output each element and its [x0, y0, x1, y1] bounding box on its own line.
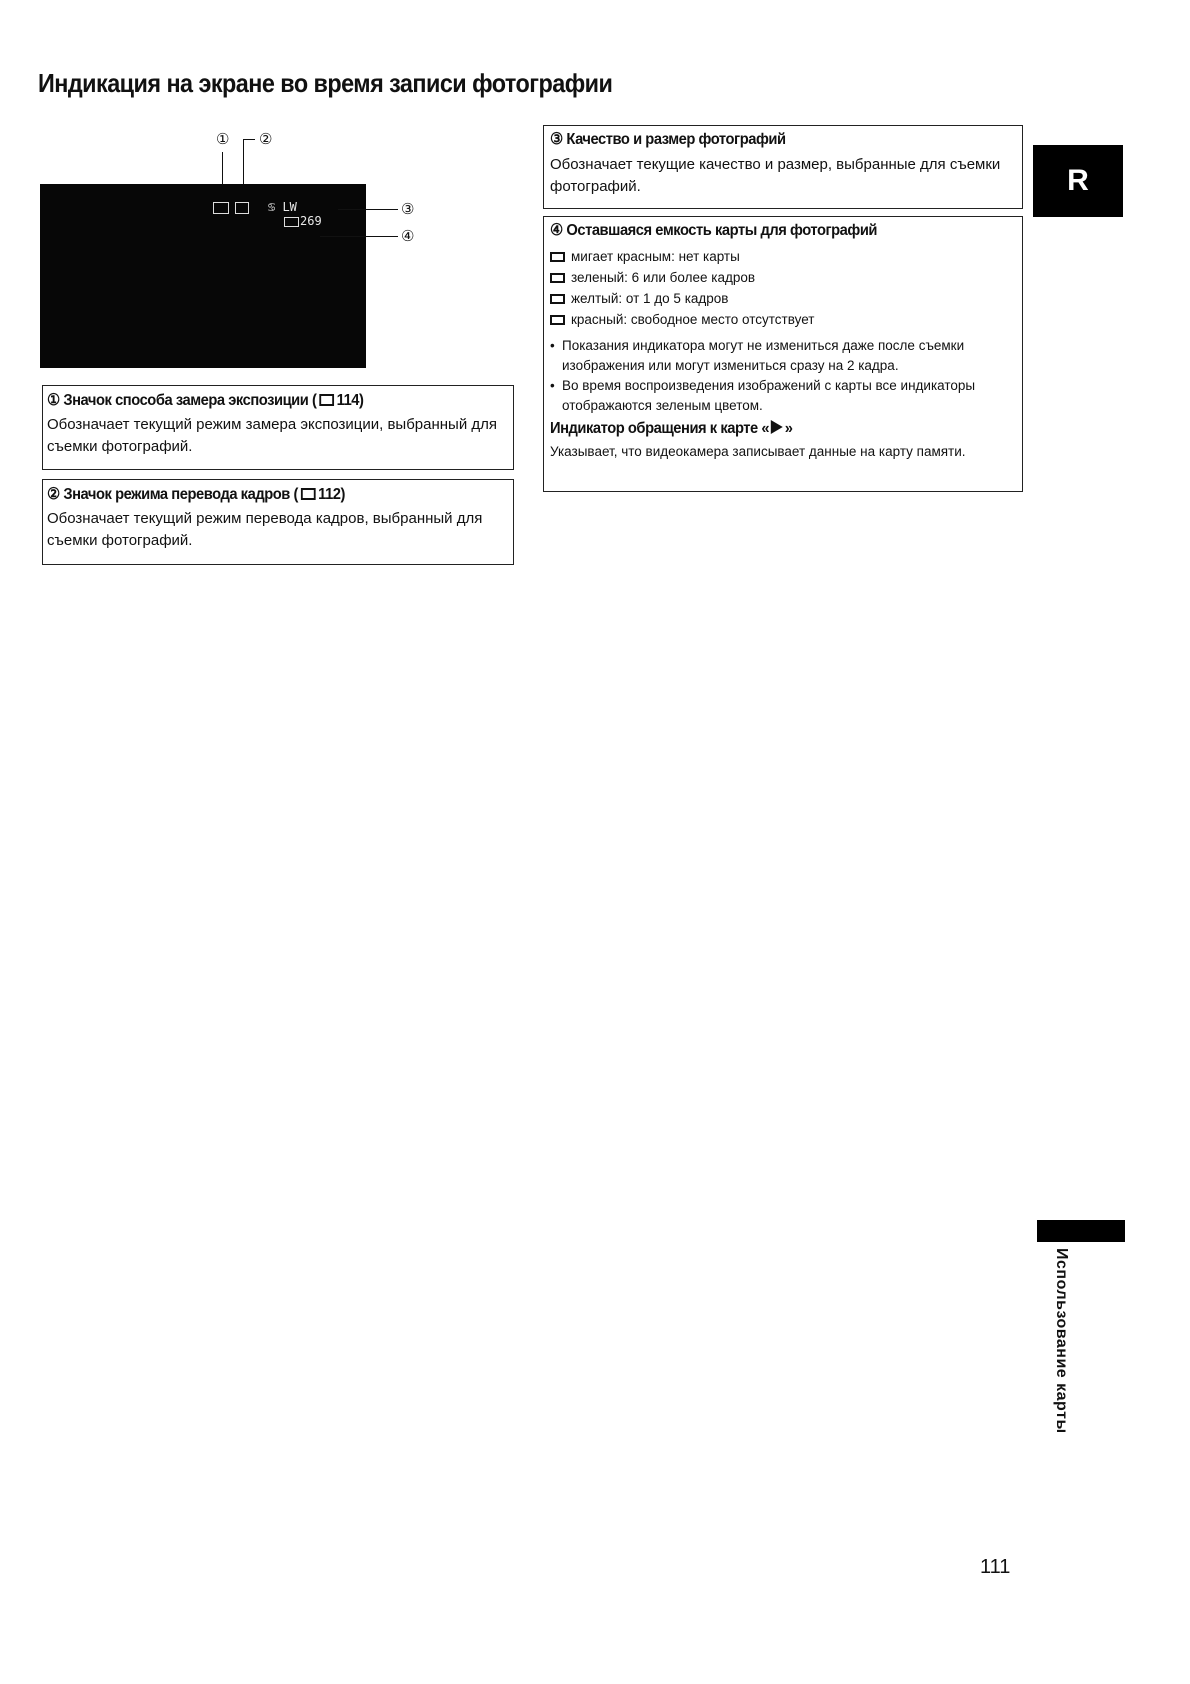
- capacity-row-text: желтый: от 1 до 5 кадров: [571, 291, 729, 306]
- card-access-title: [550, 420, 979, 438]
- capacity-row-text: красный: свободное место отсутствует: [571, 312, 815, 327]
- play-icon: [771, 420, 783, 434]
- osd-quality-size: ♋ LW: [268, 200, 297, 214]
- callout-4: ④: [401, 228, 415, 245]
- capacity-row: [550, 309, 1016, 330]
- callout-3: ③: [401, 201, 415, 218]
- drive-mode-ref: 112): [318, 486, 345, 503]
- metering-mode-title-text: ① Значок способа замера экспозиции (: [47, 392, 317, 409]
- card-green-icon: [550, 273, 565, 283]
- callout-1: ①: [216, 131, 230, 148]
- metering-mode-ref: 114): [336, 392, 364, 409]
- metering-mode-box: [42, 385, 514, 470]
- camera-screen: [40, 184, 366, 368]
- drive-mode-title-text: ② Значок режима перевода кадров (: [47, 486, 298, 503]
- drive-mode-box: [42, 479, 514, 565]
- quality-size-title: ③ Качество и размер фотографий: [550, 131, 786, 148]
- book-icon: [319, 394, 334, 406]
- card-capacity-list: [550, 246, 1016, 330]
- section-bar: [1037, 1220, 1125, 1242]
- capacity-row: [550, 288, 1016, 309]
- quality-size-text: Обозначает текущие качество и размер, выбранные для съемки фотографий.: [550, 156, 1001, 195]
- section-label: Использование карты: [1053, 1248, 1070, 1434]
- card-access-title-text: Индикатор обращения к карте «: [550, 420, 770, 437]
- capacity-row: [550, 246, 1016, 267]
- card-capacity-title: ④ Оставшаяся емкость карты для фотографий: [550, 222, 878, 239]
- page-number: 111: [980, 1556, 1011, 1578]
- notes-list: [550, 336, 1016, 416]
- book-icon: [301, 488, 316, 500]
- drive-mode-icon: [235, 202, 249, 214]
- capacity-row: [550, 267, 1016, 288]
- card-icon: [284, 217, 299, 227]
- drive-mode-title: [47, 484, 472, 504]
- card-access-text: Указывает, что видеокамера записывает данные на карту памяти.: [550, 444, 966, 459]
- card-yellow-icon: [550, 294, 565, 304]
- note-item: • Показания индикатора могут не измениться даже после съемки изображения или могут измениться сразу на 2 кадра.: [550, 336, 1016, 376]
- page-title: Индикация на экране во время записи фотографии: [38, 68, 613, 98]
- metering-icon: [213, 202, 229, 214]
- capacity-row-text: мигает красным: нет карты: [571, 249, 740, 264]
- osd-shots-remaining: 269: [300, 214, 322, 228]
- leader-line-4: [320, 236, 398, 237]
- card-empty-icon: [550, 252, 565, 262]
- card-red-icon: [550, 315, 565, 325]
- leader-line-2-top: [243, 139, 255, 140]
- callout-2: ②: [259, 131, 273, 148]
- drive-mode-text: Обозначает текущий режим перевода кадров, выбранный для съемки фотографий.: [47, 510, 483, 549]
- quality-size-box: [543, 125, 1023, 209]
- card-access-title-end: »: [784, 420, 793, 437]
- metering-mode-text: Обозначает текущий режим замера экспозиции, выбранный для съемки фотографий.: [47, 416, 497, 455]
- note-item: • Во время воспроизведения изображений с карты все индикаторы отображаются зеленым цветом.: [550, 376, 1016, 416]
- leader-line-3: [338, 209, 398, 210]
- card-capacity-box: [543, 216, 1023, 492]
- metering-mode-title: [47, 390, 472, 410]
- capacity-row-text: зеленый: 6 или более кадров: [571, 270, 756, 285]
- section-tab: R: [1033, 145, 1123, 217]
